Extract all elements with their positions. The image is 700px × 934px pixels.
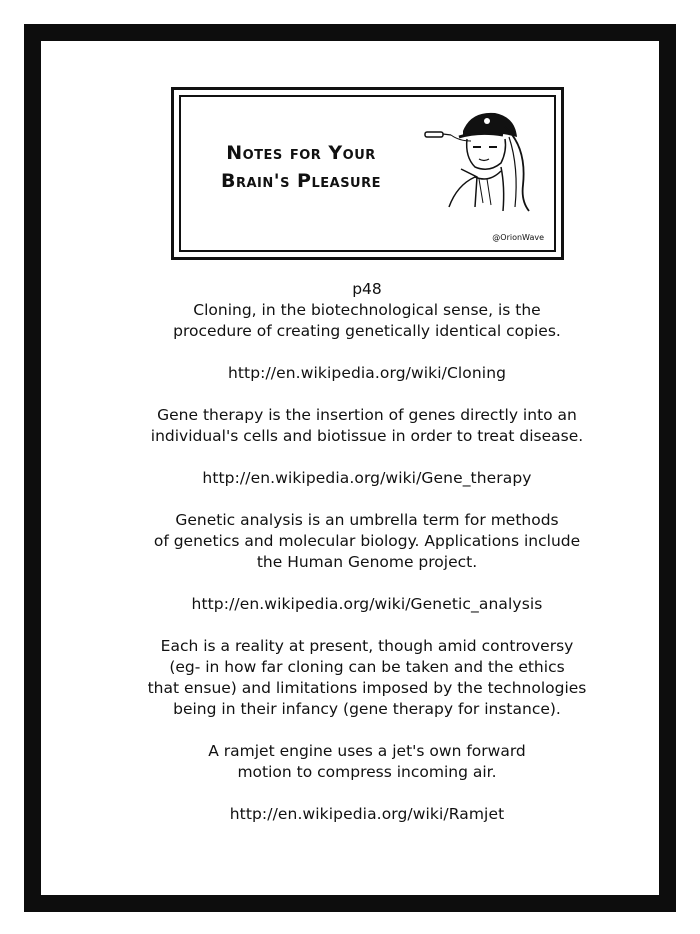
page-reference: p48	[352, 280, 382, 298]
notes-content	[41, 279, 693, 825]
controversy-text-line-3: that ensue) and limitations imposed by the technologies	[147, 679, 587, 697]
gene-therapy-link: http://en.wikipedia.org/wiki/Gene_therapy	[202, 469, 532, 487]
header-title-line-2: Brain's Pleasure	[220, 170, 382, 192]
header-inner-border	[179, 95, 556, 252]
controversy-text-line-2: (eg- in how far cloning can be taken and the ethics	[169, 658, 565, 676]
ramjet-link: http://en.wikipedia.org/wiki/Ramjet	[229, 805, 505, 823]
genetic-analysis-text-line-3: the Human Genome project.	[256, 553, 478, 571]
ramjet-text-line-2: motion to compress incoming air.	[237, 763, 497, 781]
header-box	[171, 87, 564, 260]
page-frame	[24, 24, 676, 912]
hooded-figure-with-cigarette-icon	[419, 107, 534, 217]
author-handle: @OrionWave	[492, 233, 544, 242]
header-title-line-1: Notes for Your	[226, 142, 376, 164]
cloning-text-line-1: Cloning, in the biotechnological sense, is the	[193, 301, 541, 319]
genetic-analysis-text-line-1: Genetic analysis is an umbrella term for methods	[175, 511, 559, 529]
gene-therapy-text-line-1: Gene therapy is the insertion of genes directly into an	[157, 406, 577, 424]
ramjet-text-line-1: A ramjet engine uses a jet's own forward	[208, 742, 526, 760]
cloning-link: http://en.wikipedia.org/wiki/Cloning	[227, 364, 507, 382]
controversy-text-line-4: being in their infancy (gene therapy for instance).	[173, 700, 561, 718]
cloning-text-line-2: procedure of creating genetically identical copies.	[173, 322, 561, 340]
controversy-text-line-1: Each is a reality at present, though amid controversy	[160, 637, 574, 655]
genetic-analysis-text-line-2: of genetics and molecular biology. Applications include	[153, 532, 581, 550]
gene-therapy-text-line-2: individual's cells and biotissue in order to treat disease.	[150, 427, 584, 445]
header-title	[201, 139, 401, 195]
genetic-analysis-link: http://en.wikipedia.org/wiki/Genetic_analysis	[191, 595, 543, 613]
